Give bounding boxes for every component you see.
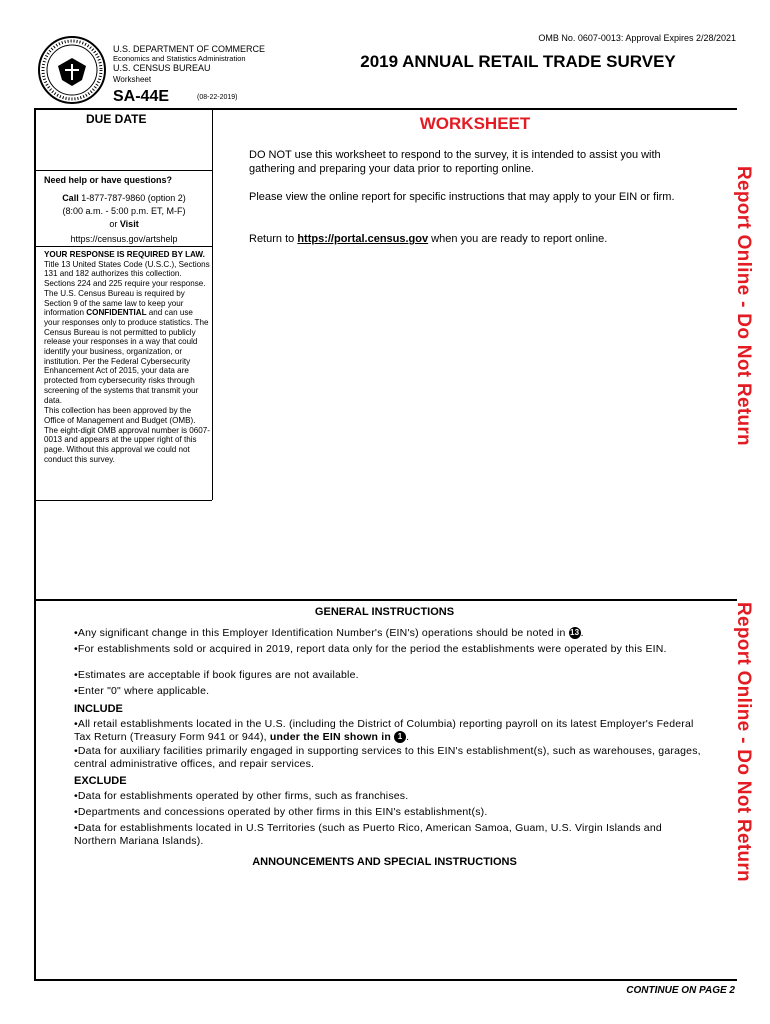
form-number: SA-44E — [113, 88, 170, 105]
commerce-seal-logo — [38, 36, 106, 104]
survey-title: 2019 ANNUAL RETAIL TRADE SURVEY — [360, 52, 676, 71]
item-1-badge-icon: 1 — [394, 731, 406, 743]
worksheet-return: Return to https://portal.census.gov when you are ready to report online. — [249, 233, 608, 245]
side-banner: Report Online - Do Not Return — [733, 602, 754, 882]
worksheet-instructions: Please view the online report for specific instructions that may apply to your EIN or firm. — [249, 191, 675, 203]
divider — [36, 246, 212, 247]
help-url-link[interactable]: https://census.gov/artshelp — [70, 234, 178, 244]
worksheet-label: Worksheet — [113, 75, 152, 84]
side-banner: Report Online - Do Not Return — [733, 166, 754, 446]
include-item: •All retail establishments located in the U.S. (including the District of Columbia) reporting payroll on its latest Employer's Federal Tax Return (Treasury Form 941 or 944), under the EIN shown in 1 . — [74, 718, 694, 743]
omb-number: OMB No. 0607-0013: Approval Expires 2/28/2021 — [538, 33, 736, 43]
worksheet-notice: DO NOT use this worksheet to respond to the survey, it is intended to assist you with gathering and preparing your data prior to reporting online. — [249, 149, 661, 175]
bureau-name: U.S. CENSUS BUREAU — [113, 63, 211, 73]
help-hours: (8:00 a.m. - 5:00 p.m. ET, M-F) — [62, 206, 186, 216]
help-call: Call 1-877-787-9860 (option 2) — [62, 193, 186, 203]
continue-note: CONTINUE ON PAGE 2 — [626, 985, 735, 996]
instruction-item: •Any significant change in this Employer Identification Number's (EIN's) operations should be noted in 13. — [74, 627, 584, 639]
instruction-item: •Enter "0" where applicable. — [74, 685, 210, 697]
exclude-heading: EXCLUDE — [74, 775, 127, 787]
agency-name: Economics and Statistics Administration — [113, 54, 246, 63]
due-date-label: DUE DATE — [86, 112, 147, 126]
department-name: U.S. DEPARTMENT OF COMMERCE — [113, 44, 266, 54]
exclude-item: •Departments and concessions operated by other firms in this EIN's establishment(s). — [74, 806, 488, 818]
help-title: Need help or have questions? — [44, 175, 173, 185]
include-heading: INCLUDE — [74, 703, 123, 715]
item-13-badge-icon: 13 — [569, 628, 580, 638]
portal-link[interactable]: https://portal.census.gov — [297, 233, 429, 245]
worksheet-heading: WORKSHEET — [419, 114, 531, 133]
general-instructions-title: GENERAL INSTRUCTIONS — [314, 606, 455, 618]
exclude-item: •Data for establishments operated by other firms, such as franchises. — [74, 790, 409, 802]
divider — [36, 500, 212, 501]
legal-notice: YOUR RESPONSE IS REQUIRED BY LAW. Title 13 United States Code (U.S.C.), Sections 131 and 182 authorizes this collection. Sections 224 and 225 require your response. The U.S. Census Bureau is required by Section 9 of the same law to keep your information CONFIDENTIAL and can use your responses only to produce statistics. The Census Bureau is not permitted to publicly release your responses in a way that could identify your business, organization, or institution. Per the Federal Cybersecurity Enhancement Act of 2015, your data are protected from cybersecurity risks through screening of the systems that transmit your data. This collection has been approved by the Office of Management and Budget (OMB). The eight-digit OMB approval number is 0607-0013 and appears at the upper right of this page. Without this approval we could not conduct this survey. — [44, 250, 211, 464]
include-item: •Data for auxiliary facilities primarily engaged in supporting services to this EIN's establishment(s), such as warehouses, garages, central administrative offices, and repair services. — [74, 745, 701, 770]
instruction-item: •For establishments sold or acquired in 2019, report data only for the period the establishments were operated by this EIN. — [74, 643, 667, 655]
form-date: (08-22-2019) — [197, 94, 238, 101]
exclude-item: •Data for establishments located in U.S Territories (such as Puerto Rico, American Samoa, Guam, U.S. Virgin Islands and Northern Mariana Islands). — [74, 822, 662, 847]
help-visit: or Visit — [109, 219, 139, 229]
instruction-item: •Estimates are acceptable if book figures are not available. — [74, 669, 359, 681]
announcements-title: ANNOUNCEMENTS AND SPECIAL INSTRUCTIONS — [252, 856, 517, 868]
